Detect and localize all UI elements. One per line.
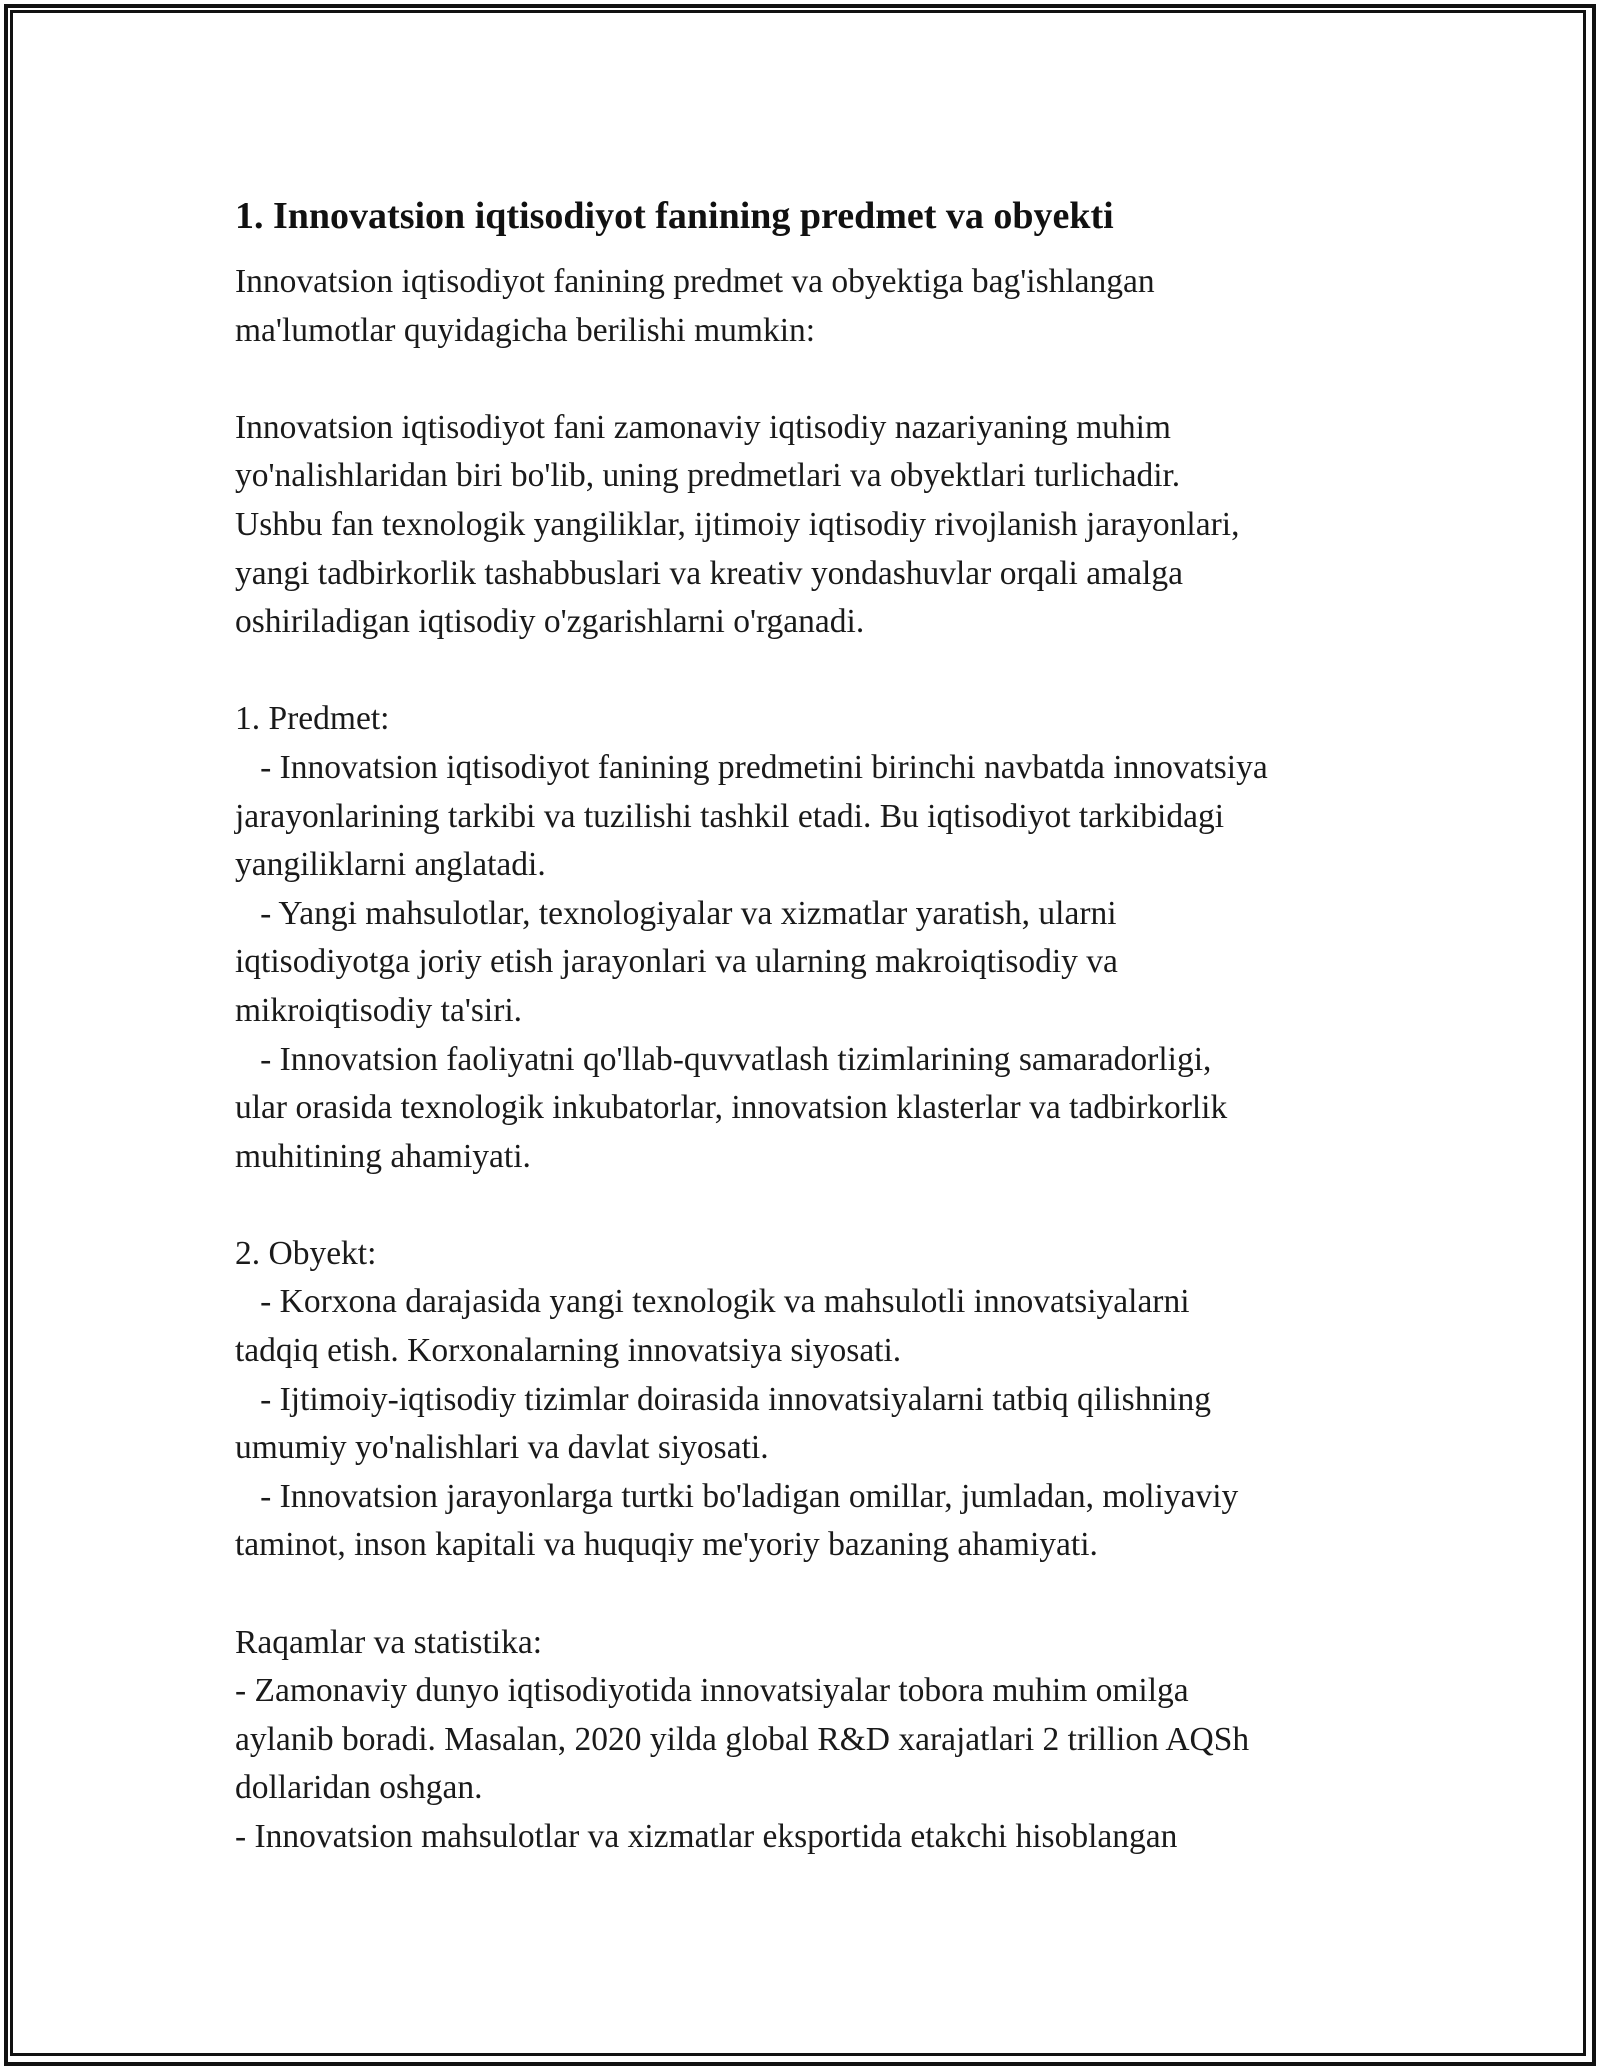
- text-line: oshiriladigan iqtisodiy o'zgarishlarni o'rganadi.: [235, 603, 865, 641]
- text-line: - Yangi mahsulotlar, texnologiyalar va xizmatlar yaratish, ularni: [235, 894, 1117, 932]
- text-line: ular orasida texnologik inkubatorlar, innovatsion klasterlar va tadbirkorlik: [235, 1089, 1228, 1127]
- text-line: muhitining ahamiyati.: [235, 1137, 531, 1175]
- text-line: 1. Predmet:: [235, 700, 390, 738]
- text-line: 2. Obyekt:: [235, 1234, 377, 1272]
- text-line: - Innovatsion faoliyatni qo'llab-quvvatlash tizimlarining samaradorligi,: [235, 1040, 1212, 1078]
- text-line: Innovatsion iqtisodiyot fani zamonaviy iqtisodiy nazariyaning muhim: [235, 408, 1171, 446]
- text-line: tadqiq etish. Korxonalarning innovatsiya siyosati.: [235, 1332, 902, 1370]
- text-line: yangiliklarni anglatadi.: [235, 846, 546, 884]
- text-line: ma'lumotlar quyidagicha berilishi mumkin:: [235, 311, 816, 349]
- text-line: - Korxona darajasida yangi texnologik va mahsulotli innovatsiyalarni: [235, 1283, 1190, 1321]
- text-line: taminot, inson kapitali va huquqiy me'yoriy bazaning ahamiyati.: [235, 1526, 1098, 1564]
- text-line: dollaridan oshgan.: [235, 1769, 483, 1807]
- text-line: - Innovatsion mahsulotlar va xizmatlar eksportida etakchi hisoblangan: [235, 1818, 1178, 1855]
- text-line: Ushbu fan texnologik yangiliklar, ijtimoiy iqtisodiy rivojlanish jarayonlari,: [235, 505, 1240, 543]
- text-line: Raqamlar va statistika:: [235, 1623, 542, 1661]
- text-line: - Ijtimoiy-iqtisodiy tizimlar doirasida innovatsiyalarni tatbiq qilishning: [235, 1380, 1212, 1418]
- text-line: [235, 1570, 1435, 1619]
- document-body: [235, 188, 1435, 1862]
- text-line: - Innovatsion jarayonlarga turtki bo'ladigan omillar, jumladan, moliyaviy: [235, 1477, 1239, 1515]
- text-line: aylanib boradi. Masalan, 2020 yilda global R&D xarajatlari 2 trillion AQSh: [235, 1720, 1250, 1758]
- text-line: [235, 647, 1435, 696]
- text-line: yo'nalishlaridan biri bo'lib, uning predmetlari va obyektlari turlichadir.: [235, 457, 1181, 495]
- text-line: jarayonlarining tarkibi va tuzilishi tashkil etadi. Bu iqtisodiyot tarkibidagi: [235, 797, 1225, 835]
- text-line: mikroiqtisodiy ta'siri.: [235, 991, 523, 1029]
- text-line: umumiy yo'nalishlari va davlat siyosati.: [235, 1429, 769, 1467]
- text-line: - Innovatsion iqtisodiyot fanining predmetini birinchi navbatda innovatsiya: [235, 748, 1268, 786]
- text-line: - Zamonaviy dunyo iqtisodiyotida innovatsiyalar tobora muhim omilga: [235, 1672, 1189, 1710]
- text-line: iqtisodiyotga joriy etish jarayonlari va ularning makroiqtisodiy va: [235, 943, 1118, 981]
- document-title: 1. Innovatsion iqtisodiyot fanining predmet va obyekti: [235, 195, 1114, 237]
- text-line: yangi tadbirkorlik tashabbuslari va kreativ yondashuvlar orqali amalga: [235, 554, 1183, 592]
- text-line: [235, 355, 1435, 404]
- text-line: Innovatsion iqtisodiyot fanining predmet va obyektiga bag'ishlangan: [235, 263, 1155, 300]
- text-line: [235, 1181, 1435, 1230]
- document-text: [235, 258, 1435, 1862]
